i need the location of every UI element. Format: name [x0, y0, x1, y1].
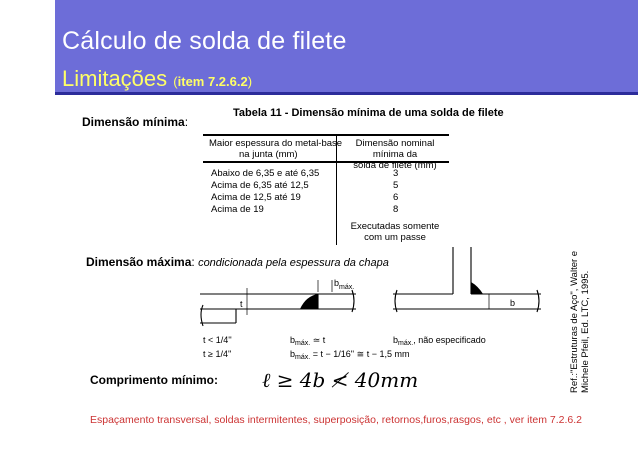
rule1-rest: ≃ t	[310, 335, 326, 345]
rule3-rest: , não especificado	[413, 335, 486, 345]
reference-line2: Michele Pfeil, Ed. LTC, 1995.	[580, 270, 591, 393]
table-caption: Tabela 11 - Dimensão mínima de uma solda de filete	[233, 107, 504, 119]
comp-min-title: Comprimento mínimo:	[90, 373, 218, 387]
dim-min-title: Dimensão mínima	[82, 115, 185, 129]
rule1-left: t < 1/4''	[203, 335, 232, 345]
table-row-value: 5	[393, 180, 399, 191]
col2-header-line1: Dimensão nominal mínima da	[355, 138, 435, 160]
rule2-b: b	[290, 349, 296, 359]
page-title: Cálculo de solda de filete	[62, 27, 347, 55]
rule1-sub: máx.	[295, 340, 311, 347]
rule2-left: t ≥ 1/4''	[203, 349, 232, 359]
col2-header-line2: solda de filete (mm)	[353, 160, 437, 171]
table-note-line2: com um passe	[364, 232, 426, 243]
table-row-value: 6	[393, 192, 399, 203]
subtitle-main: Limitações	[62, 66, 168, 91]
fillet-weld-left	[300, 294, 318, 309]
table-row-range: Acima de 19	[211, 204, 264, 215]
table-note-line1: Executadas somente	[350, 221, 440, 232]
dim-max-colon: :	[191, 255, 199, 269]
fillet-weld-right	[471, 282, 483, 294]
dim-max-desc: condicionada pela espessura da chapa	[198, 257, 389, 269]
reference-line1: Ref.:"Estruturas de Aço", Walter e	[569, 250, 580, 393]
rule1-b: b	[290, 335, 296, 345]
col1-header-line2: na junta (mm)	[239, 149, 298, 160]
min-length-formula: ℓ ≥ 4b ≮ 40mm	[262, 368, 419, 392]
dim-max-title: Dimensão máxima	[86, 255, 192, 269]
rule2-sub: máx.	[295, 354, 311, 361]
rule3	[393, 335, 486, 347]
subtitle-paren-close: )	[247, 74, 253, 89]
subtitle-paren-open: (	[173, 74, 178, 89]
rule2-rest: = t − 1/16'' ≅ t − 1,5 mm	[310, 349, 410, 359]
comp-min-label	[90, 373, 218, 387]
table-row-value: 3	[393, 168, 399, 179]
col1-header-line1: Maior espessura do metal-base	[209, 138, 343, 149]
label-t: t	[240, 299, 243, 309]
label-bmax	[334, 278, 354, 291]
footer-note: Espaçamento transversal, soldas intermitentes, superposição, retornos,furos,rasgos, etc , ver item 7.2.6.2	[90, 414, 582, 426]
t-joint-drawing	[393, 247, 541, 312]
dim-min-colon: :	[184, 115, 189, 129]
rule3-b: b	[393, 335, 399, 345]
rule3-sub: máx.	[398, 340, 414, 347]
table-row-value: 8	[393, 204, 399, 215]
table-row-range: Acima de 12,5 até 19	[211, 192, 301, 203]
rule1-right	[290, 335, 326, 347]
subtitle-ref: item 7.2.6.2	[177, 74, 248, 89]
label-bmax-b: b	[334, 278, 340, 288]
label-b: b	[510, 298, 516, 308]
label-bmax-sub: máx.	[339, 284, 355, 291]
reference-note	[569, 245, 591, 393]
table-row-range: Abaixo de 6,35 e até 6,35	[211, 168, 320, 179]
rule2-right	[290, 349, 409, 361]
table-row-range: Acima de 6,35 até 12,5	[211, 180, 309, 191]
lap-joint-drawing	[200, 280, 356, 326]
